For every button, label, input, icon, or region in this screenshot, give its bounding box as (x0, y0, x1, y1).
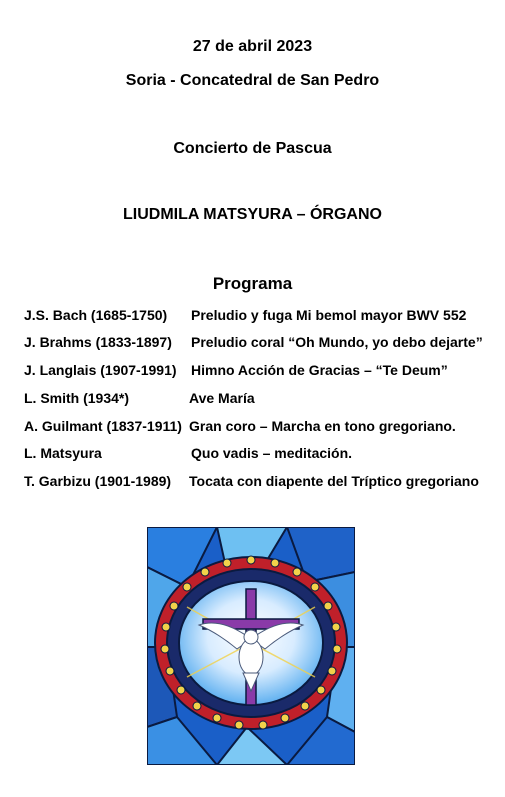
performer-name: LIUDMILA MATSYURA – ÓRGANO (123, 206, 382, 223)
program-item (24, 390, 494, 412)
program-composer: J.S. Bach (1685-1750) (24, 307, 168, 323)
program-composer: T. Garbizu (1901-1989) (24, 473, 172, 489)
program-item (24, 418, 494, 440)
program-item (24, 473, 494, 495)
program-piece: Preludio y fuga Mi bemol mayor BWV 552 (191, 307, 467, 323)
stained-glass-dove-cross-icon (147, 527, 355, 765)
program-item (24, 334, 494, 356)
program-piece: Preludio coral “Oh Mundo, yo debo dejarte” (191, 334, 483, 350)
program-composer: J. Brahms (1833-1897) (24, 334, 172, 350)
program-composer: J. Langlais (1907-1991) (24, 362, 177, 378)
concert-title: Concierto de Pascua (173, 140, 332, 157)
program-heading: Programa (212, 274, 293, 293)
program-composer: L. Smith (1934*) (24, 390, 130, 406)
program-piece: Ave María (189, 390, 255, 406)
program-piece: Tocata con diapente del Tríptico gregoriano (189, 473, 479, 489)
program-item (24, 445, 494, 467)
program-item (24, 307, 494, 329)
event-location: Soria - Concatedral de San Pedro (125, 72, 380, 89)
program-piece: Quo vadis – meditación. (191, 445, 353, 461)
program-piece: Gran coro – Marcha en tono gregoriano. (189, 418, 456, 434)
program-piece: Himno Acción de Gracias – “Te Deum” (191, 362, 448, 378)
program-composer: L. Matsyura (24, 445, 102, 461)
program-item (24, 362, 494, 384)
event-date: 27 de abril 2023 (192, 38, 313, 55)
program-composer: A. Guilmant (1837-1911) (24, 418, 182, 434)
